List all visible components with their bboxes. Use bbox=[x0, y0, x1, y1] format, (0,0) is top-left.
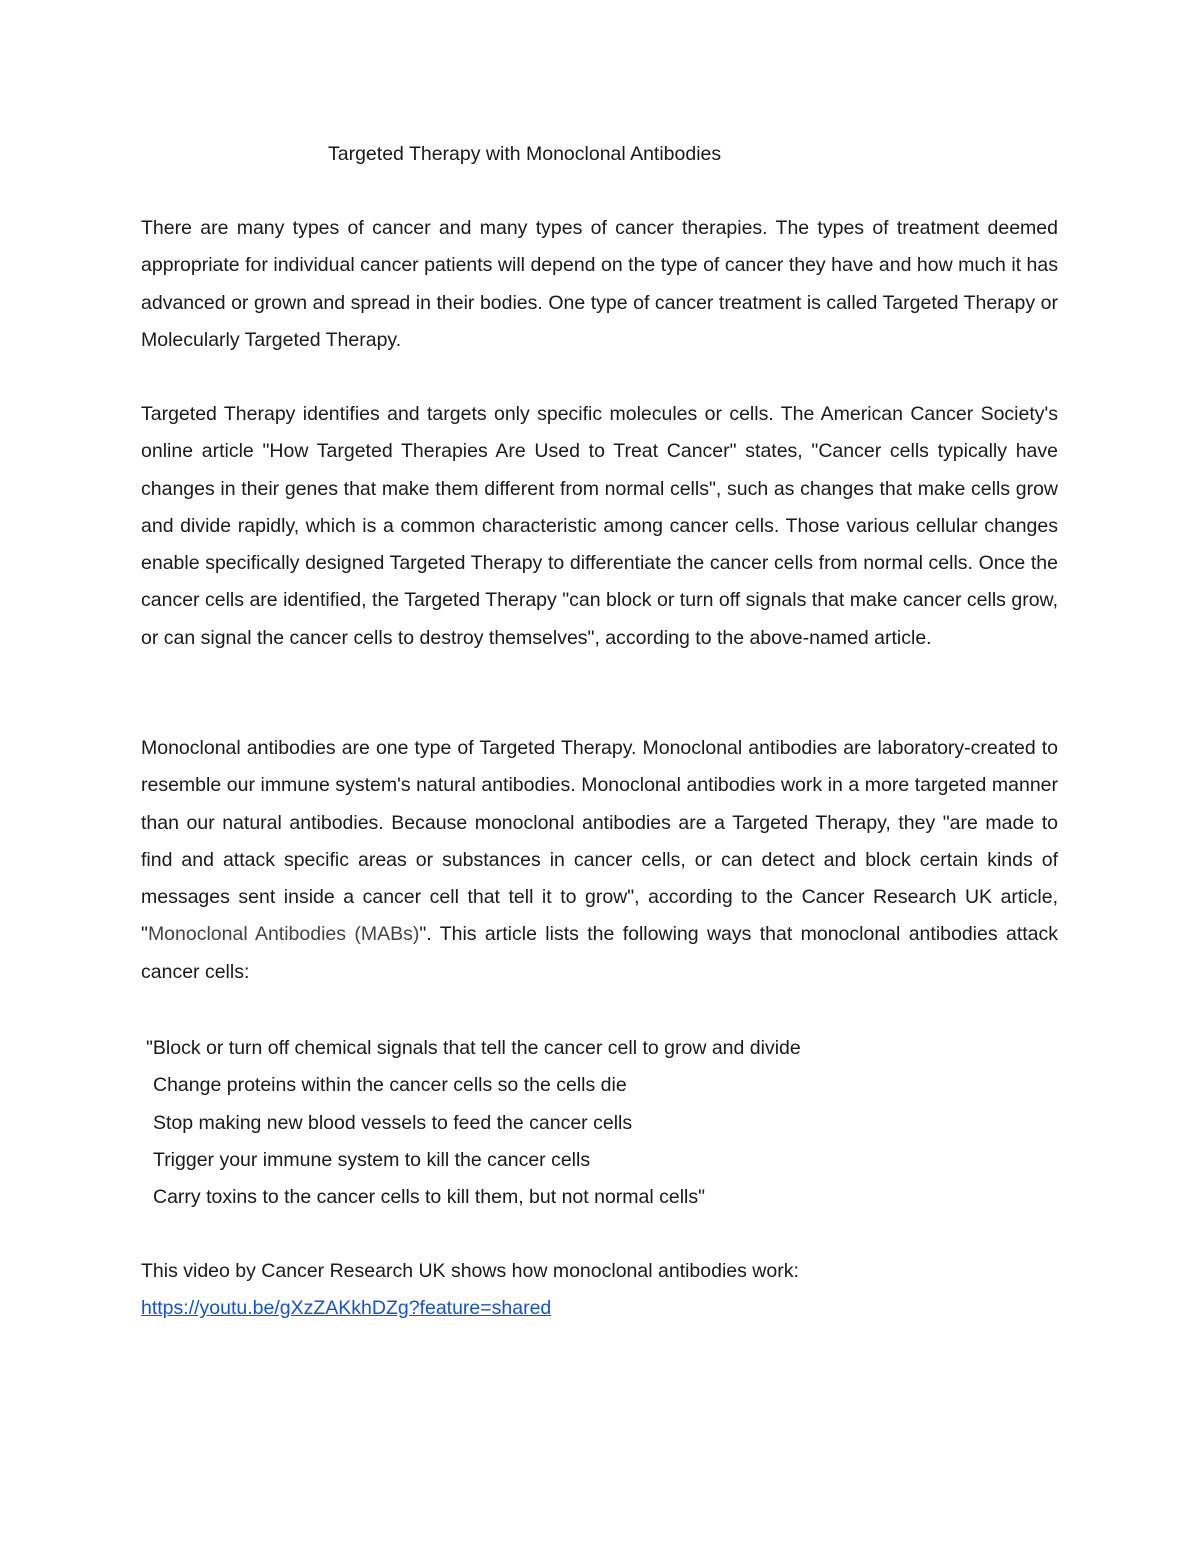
paragraph-monoclonal-text-after: ". This article lists the following ways that monoclonal antibodies attack cancer cells: bbox=[141, 923, 1058, 983]
list-item: Change proteins within the cancer cells so the cells die bbox=[153, 1074, 627, 1097]
video-intro-text: This video by Cancer Research UK shows how monoclonal antibodies work: bbox=[141, 1260, 799, 1282]
article-reference-title: Monoclonal Antibodies (MABs) bbox=[147, 923, 420, 946]
video-section bbox=[141, 1253, 1058, 1328]
paragraph-monoclonal-text-before: Monoclonal antibodies are one type of Targeted Therapy. Monoclonal antibodies are laboratory-created to resemble our immune system's natural antibodies. Monoclonal antibodies work in a more targeted manner than our natural antibodies. Because monoclonal antibodies are a Targeted Therapy, they "are made to find and attack specific areas or substances in cancer cells, or can detect and block certain kinds of messages sent inside a cancer cell that tell it to grow", according to the Cancer Research UK article, " bbox=[141, 737, 1058, 946]
paragraph-intro: There are many types of cancer and many types of cancer therapies. The types of treatment deemed appropriate for individual cancer patients will depend on the type of cancer they have and how much it has advanced or grown and spread in their bodies. One type of cancer treatment is called Targeted Therapy or Molecularly Targeted Therapy. bbox=[141, 217, 1058, 351]
list-item: Trigger your immune system to kill the cancer cells bbox=[153, 1148, 591, 1171]
quoted-ways-list bbox=[141, 1030, 1058, 1216]
list-item: Carry toxins to the cancer cells to kill them, but not normal cells" bbox=[153, 1186, 706, 1209]
paragraph-targeted-therapy: Targeted Therapy identifies and targets only specific molecules or cells. The American Cancer Society's online article "How Targeted Therapies Are Used to Treat Cancer" states, "Cancer cells typically have changes in their genes that make them different from normal cells", such as changes that make cells grow and divide rapidly, which is a common characteristic among cancer cells. Those various cellular changes enable specifically designed Targeted Therapy to differentiate the cancer cells from normal cells. Once the cancer cells are identified, the Targeted Therapy "can block or turn off signals that make cancer cells grow, or can signal the cancer cells to destroy themselves", according to the above-named article. bbox=[141, 403, 1058, 649]
list-item: Stop making new blood vessels to feed the cancer cells bbox=[153, 1111, 633, 1134]
document-title: Targeted Therapy with Monoclonal Antibodies bbox=[328, 143, 722, 165]
list-item: "Block or turn off chemical signals that tell the cancer cell to grow and divide bbox=[146, 1037, 801, 1059]
video-link[interactable]: https://youtu.be/gXzZAKkhDZg?feature=shared bbox=[141, 1297, 552, 1320]
paragraph-monoclonal-antibodies bbox=[141, 730, 1058, 991]
